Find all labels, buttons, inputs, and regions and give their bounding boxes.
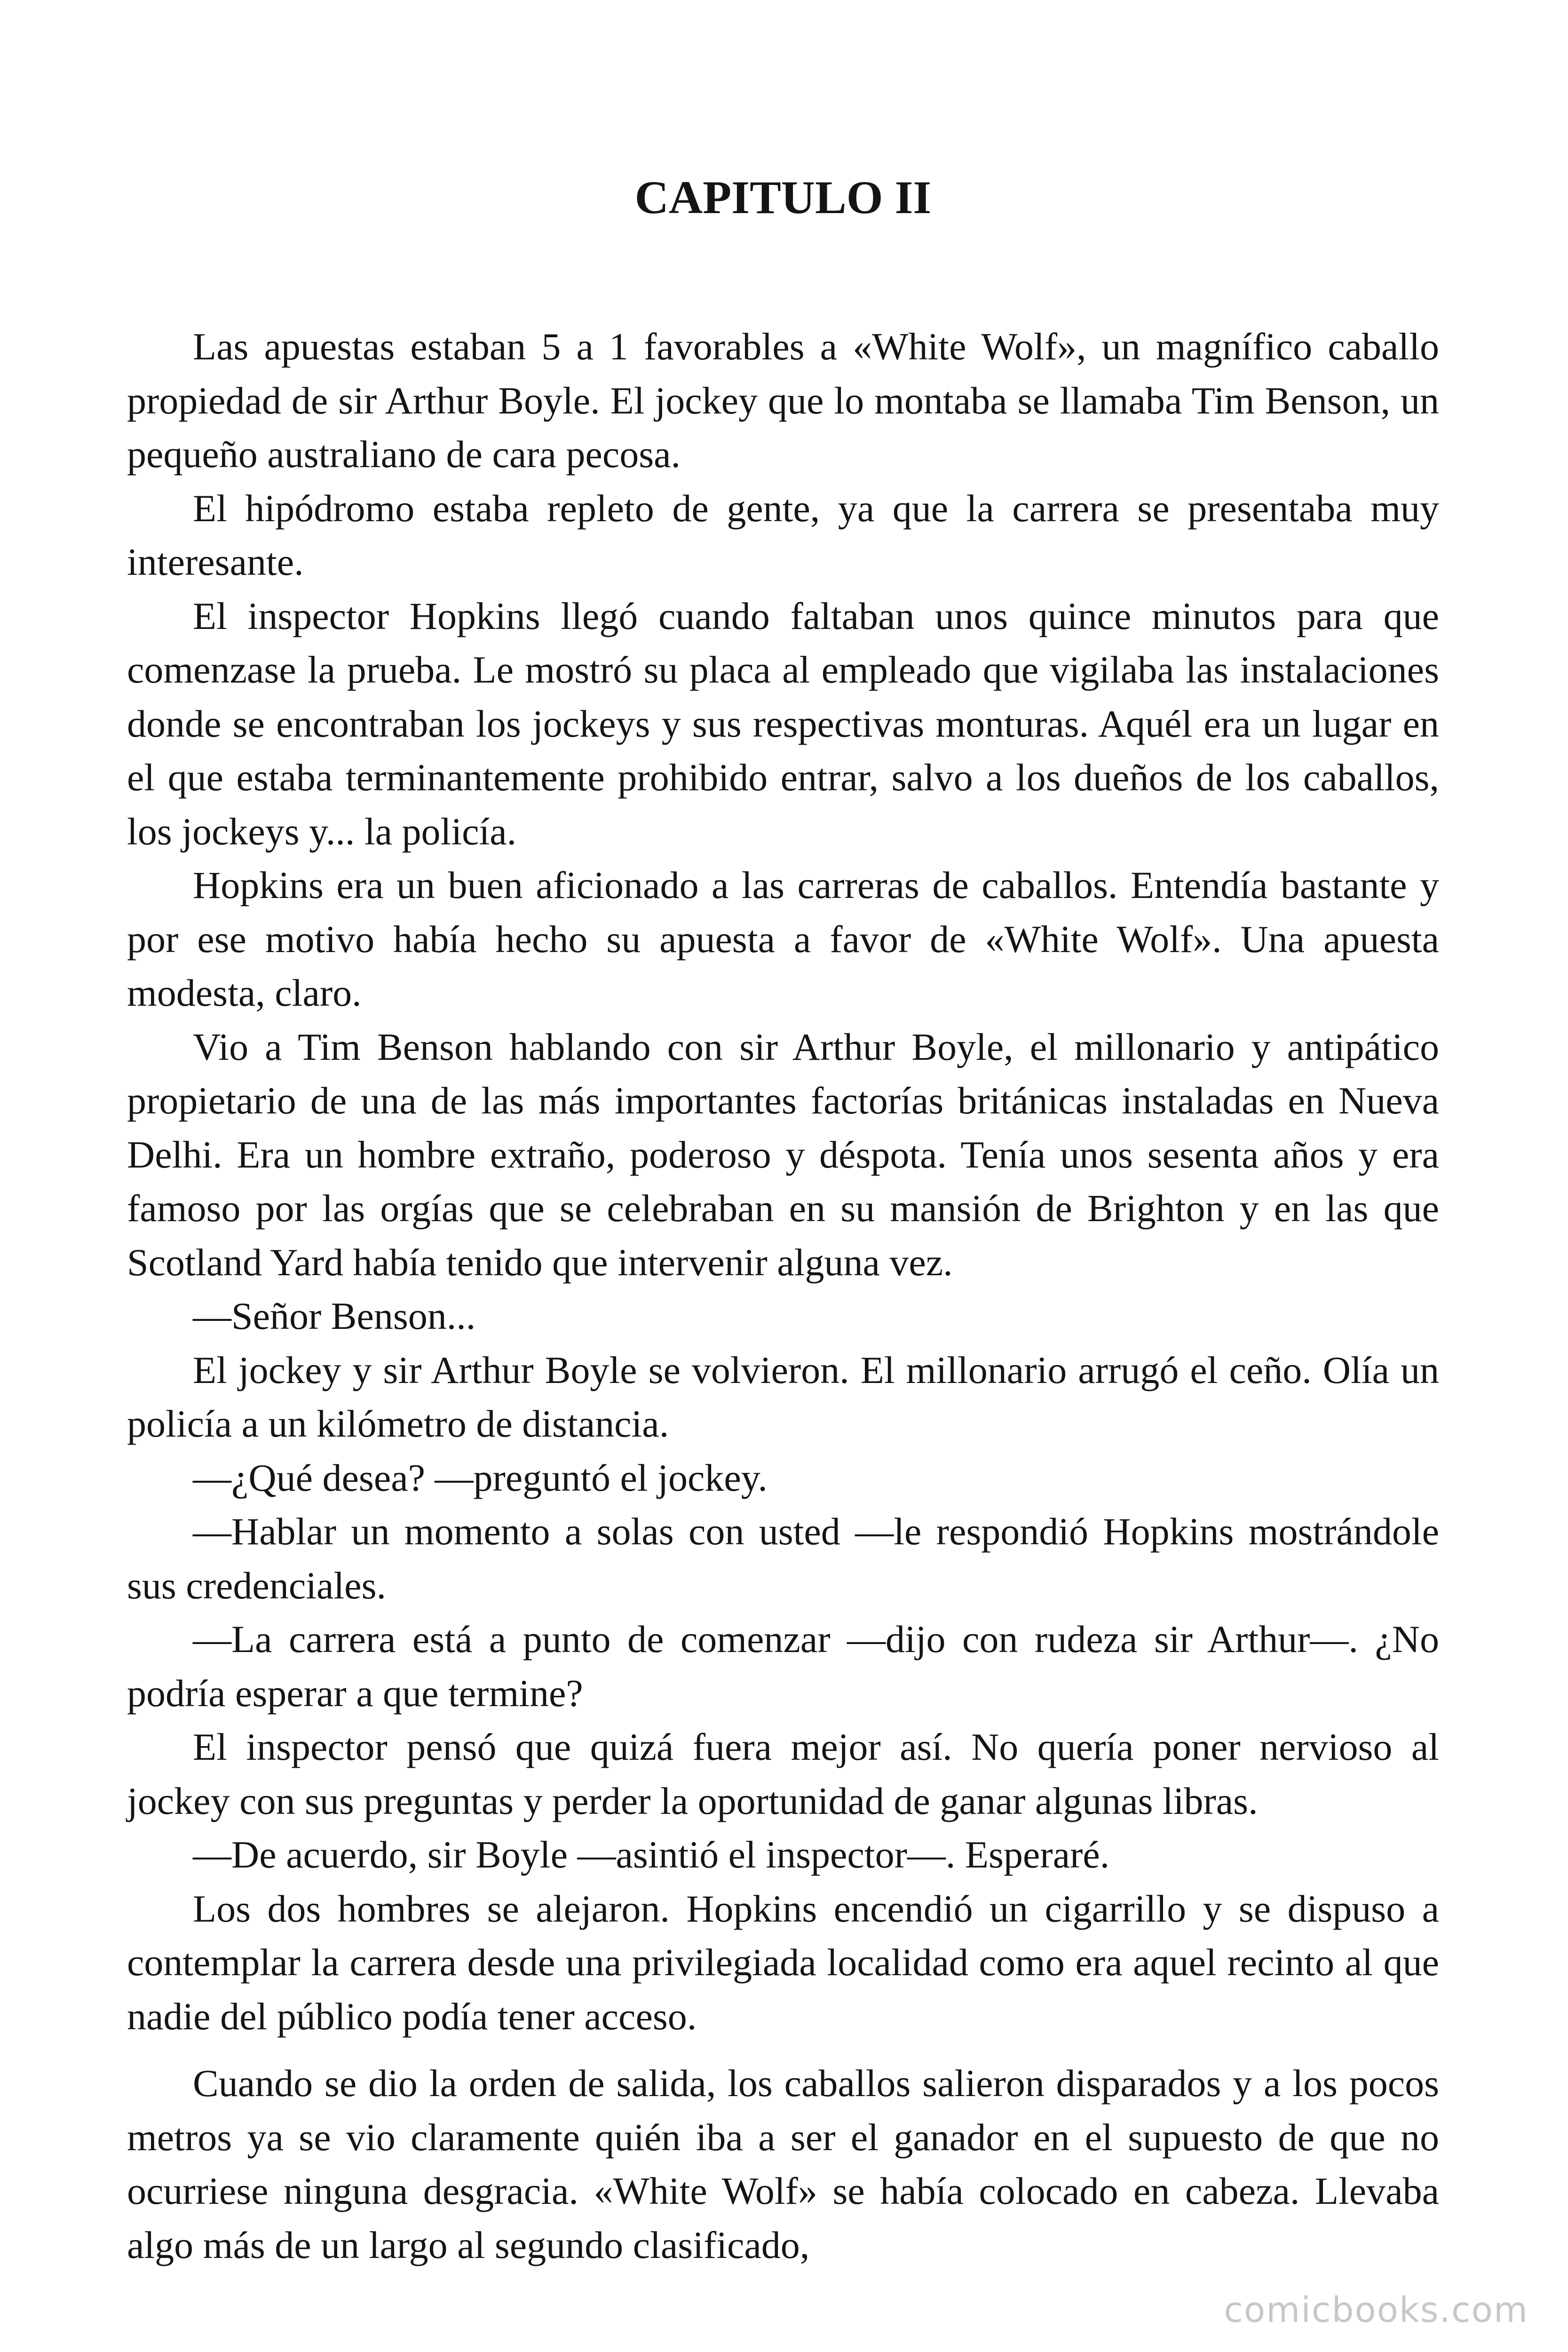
paragraph: —¿Qué desea? —preguntó el jockey. xyxy=(193,1456,768,1499)
paragraph: —Hablar un momento a solas con usted —le respondió Hopkins mostrándole sus credenciales. xyxy=(127,1510,1439,1607)
book-page xyxy=(127,0,1439,2352)
paragraph: —De acuerdo, sir Boyle —asintió el inspector—. Esperaré. xyxy=(193,1833,1110,1876)
paragraph: Los dos hombres se alejaron. Hopkins encendió un cigarrillo y se dispuso a contemplar la carrera desde una privilegiada localidad como era aquel recinto al que nadie del público podía tener acceso. xyxy=(127,1887,1439,2038)
paragraph: —La carrera está a punto de comenzar —dijo con rudeza sir Arthur—. ¿No podría esperar a que termine? xyxy=(127,1618,1439,1715)
chapter-body xyxy=(127,320,1439,2272)
paragraph: Vio a Tim Benson hablando con sir Arthur Boyle, el millonario y antipático propietario de una de las más importantes factorías británicas instaladas en Nueva Delhi. Era un hombre extraño, poderoso y déspota. Tenía unos sesenta años y era famoso por las orgías que se celebraban en su mansión de Brighton y en las que Scotland Yard había tenido que intervenir alguna vez. xyxy=(127,1025,1439,1284)
chapter-title: CAPITULO II xyxy=(634,171,932,223)
paragraph: Las apuestas estaban 5 a 1 favorables a «White Wolf», un magnífico caballo propiedad de sir Arthur Boyle. El jockey que lo montaba se llamaba Tim Benson, un pequeño australiano de cara pecosa. xyxy=(127,325,1439,476)
paragraph: El inspector Hopkins llegó cuando faltaban unos quince minutos para que comenzase la prueba. Le mostró su placa al empleado que vigilaba las instalaciones donde se encontraban los jockeys y sus respectivas monturas. Aquél era un lugar en el que estaba terminantemente prohibido entrar, salvo a los dueños de los caballos, los jockeys y... la policía. xyxy=(127,594,1439,853)
paragraph: El inspector pensó que quizá fuera mejor así. No quería poner nervioso al jockey con sus preguntas y perder la oportunidad de ganar algunas libras. xyxy=(127,1725,1439,1822)
paragraph: Hopkins era un buen aficionado a las carreras de caballos. Entendía bastante y por ese motivo había hecho su apuesta a favor de «White Wolf». Una apuesta modesta, claro. xyxy=(127,864,1439,1014)
paragraph: —Señor Benson... xyxy=(193,1295,476,1337)
paragraph: El hipódromo estaba repleto de gente, ya que la carrera se presentaba muy interesante. xyxy=(127,486,1439,583)
watermark: comicbooks.com xyxy=(1224,2290,1528,2330)
paragraph: Cuando se dio la orden de salida, los caballos salieron disparados y a los pocos metros ya se vio claramente quién iba a ser el ganador en el supuesto de que no ocurriese ninguna desgracia. «White Wolf» se había colocado en cabeza. Llevaba algo más de un largo al segundo clasificado, xyxy=(127,2062,1439,2266)
paragraph: El jockey y sir Arthur Boyle se volvieron. El millonario arrugó el ceño. Olía un policía a un kilómetro de distancia. xyxy=(127,1348,1439,1445)
